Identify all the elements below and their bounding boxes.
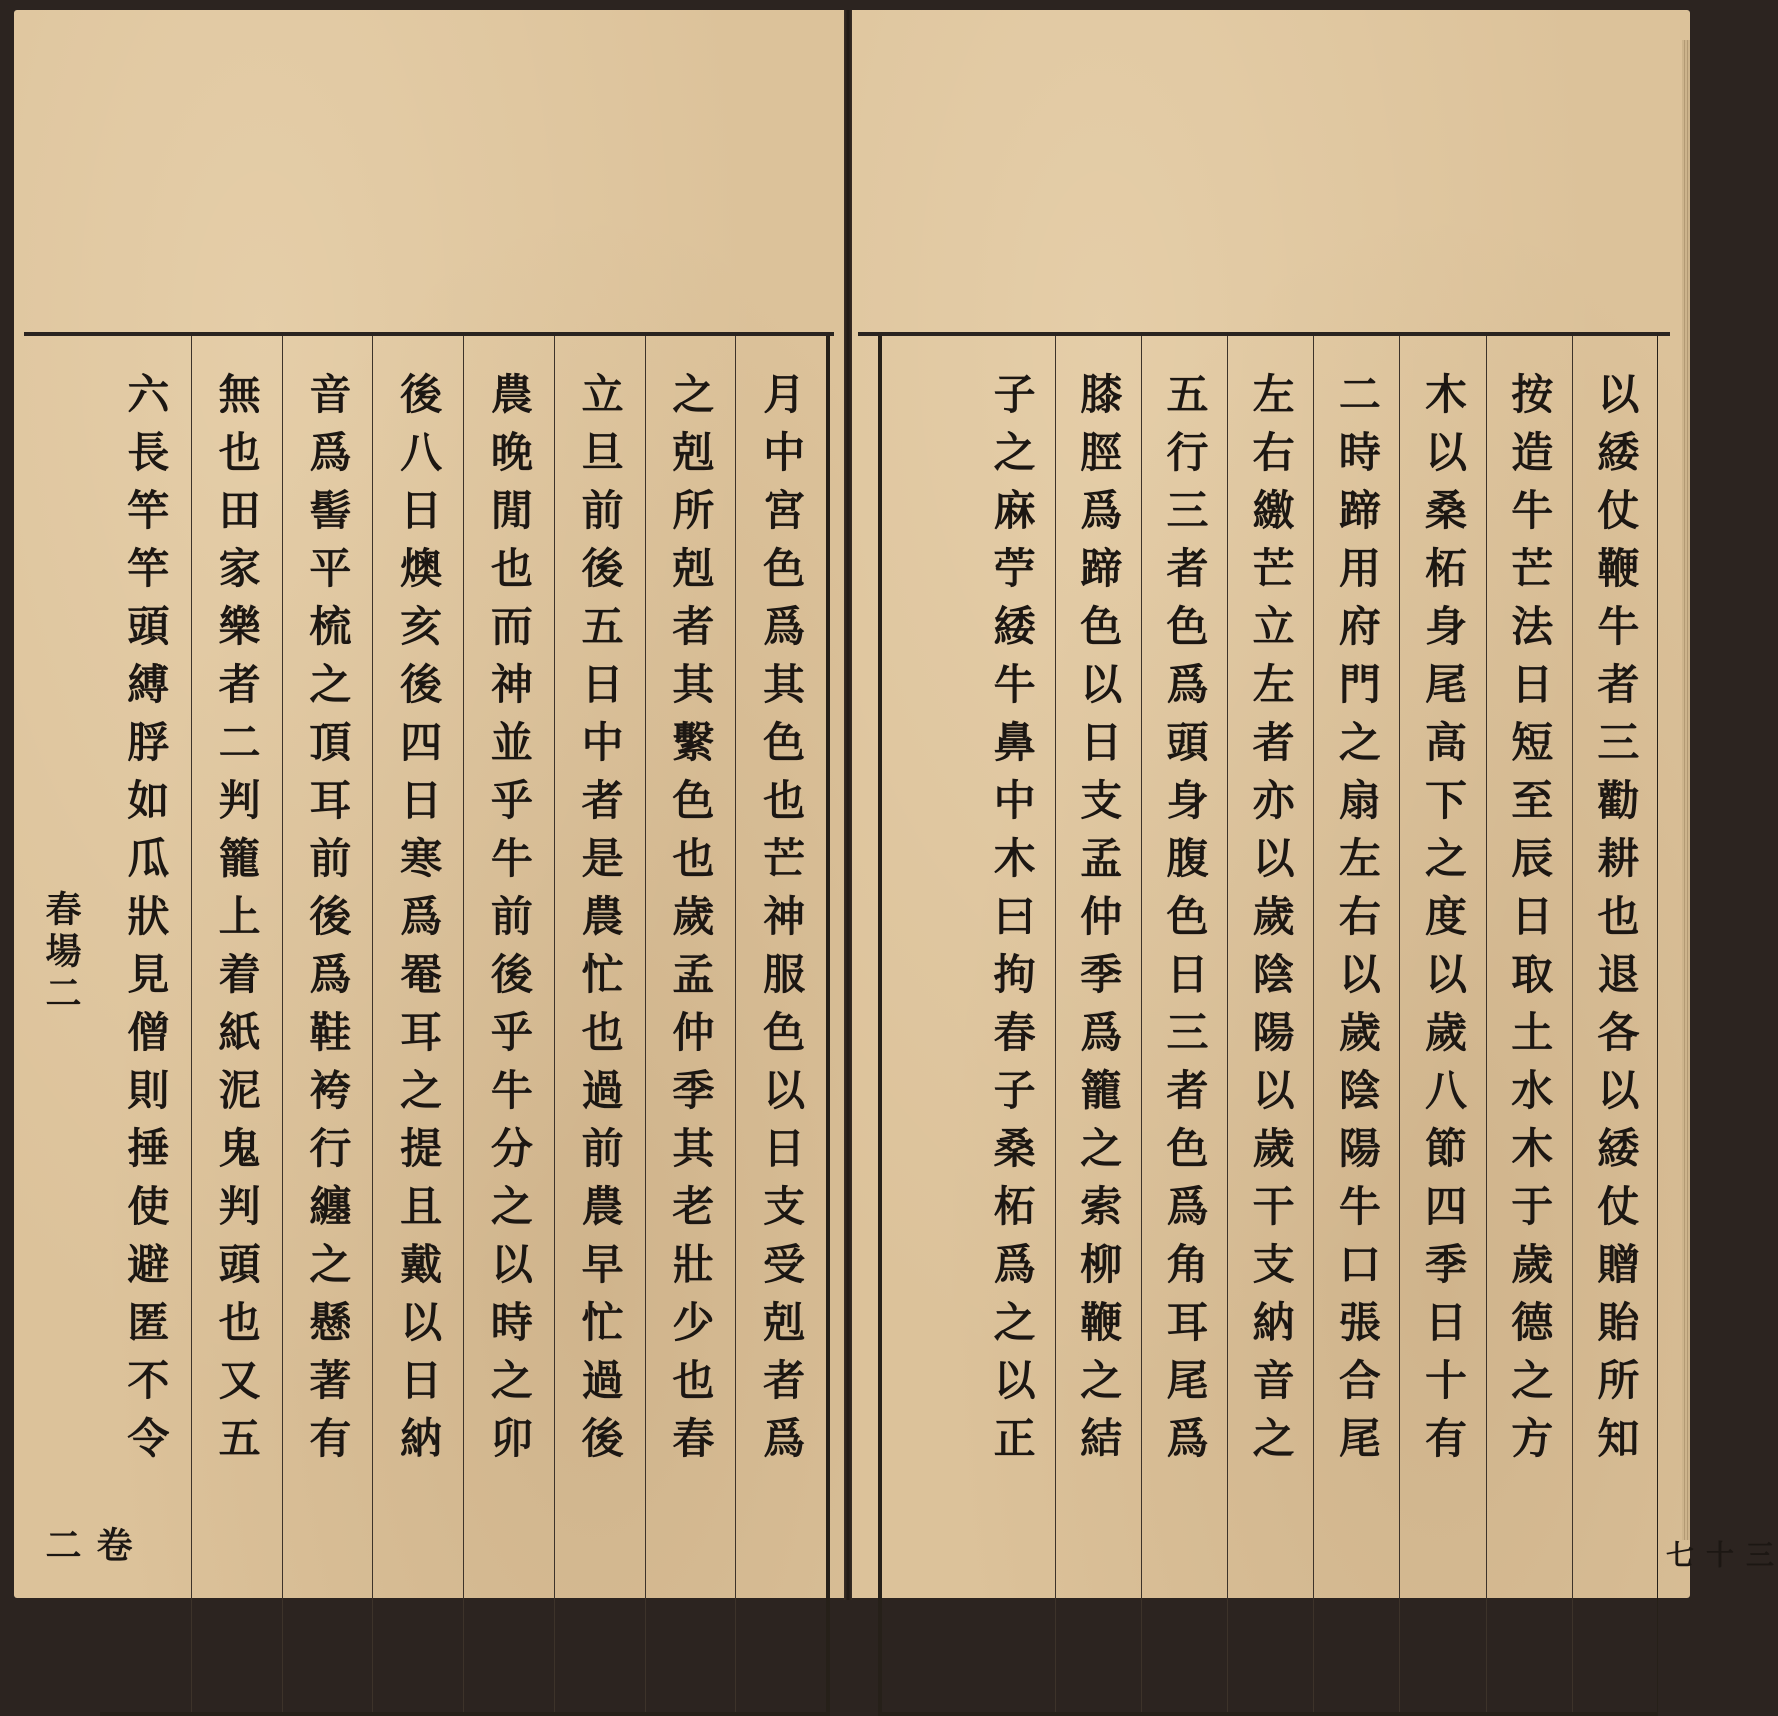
text-column bbox=[100, 336, 191, 1712]
text-column bbox=[1399, 336, 1485, 1712]
book-gutter bbox=[844, 10, 852, 1600]
column-text: 月中宮色爲其色也芒神服色以日支受剋者爲 bbox=[757, 372, 807, 1474]
column-text: 音爲髻平梳之頂耳前後爲鞋袴行纏之懸著有 bbox=[303, 372, 353, 1474]
column-text: 膝脛爲蹄色以日支孟仲季爲籠之索柳鞭之結 bbox=[1074, 372, 1124, 1474]
right-page bbox=[852, 10, 1775, 1598]
text-frame-right bbox=[878, 336, 1658, 1716]
open-book bbox=[14, 10, 1775, 1600]
text-column bbox=[1055, 336, 1141, 1712]
column-text: 二時蹄用府門之扇左右以歲陰陽牛口張合尾 bbox=[1332, 372, 1382, 1474]
text-frame-left bbox=[100, 336, 830, 1716]
text-column bbox=[1572, 336, 1658, 1712]
text-column bbox=[282, 336, 373, 1712]
left-page bbox=[14, 10, 844, 1598]
column-text: 農晚閒也而神並乎牛前後乎牛分之以時之卯 bbox=[484, 372, 534, 1474]
text-column bbox=[1141, 336, 1227, 1712]
column-text: 無也田家樂者二判籠上着紙泥鬼判頭也又五 bbox=[212, 372, 262, 1474]
page-edges bbox=[1682, 40, 1690, 1540]
column-group bbox=[100, 336, 826, 1712]
text-column bbox=[1227, 336, 1313, 1712]
text-column bbox=[554, 336, 645, 1712]
column-text: 子之麻苧緌牛鼻中木曰拘春子桑柘爲之以正 bbox=[987, 372, 1037, 1474]
column-text: 按造牛芒法日短至辰日取土水木于歲德之方 bbox=[1505, 372, 1555, 1474]
text-column bbox=[191, 336, 282, 1712]
column-text: 以緌仗鞭牛者三勸耕也退各以緌仗贈貽所知 bbox=[1591, 372, 1641, 1474]
margin-volume: 卷二 bbox=[40, 1526, 133, 1568]
column-text: 五行三者色爲頭身腹色日三者色爲角耳尾爲 bbox=[1160, 372, 1210, 1474]
column-text: 左右繳芒立左者亦以歲陰陽以歲干支納音之 bbox=[1246, 372, 1296, 1474]
text-column bbox=[463, 336, 554, 1712]
column-text: 木以桑柘身尾高下之度以歲八節四季日十有 bbox=[1419, 372, 1469, 1474]
text-column bbox=[1313, 336, 1399, 1712]
text-column bbox=[969, 336, 1055, 1712]
column-text: 之剋所剋者其繫色也歲孟仲季其老壯少也春 bbox=[666, 372, 716, 1474]
text-column bbox=[1486, 336, 1572, 1712]
page-number: 三十七 bbox=[1662, 1540, 1775, 1574]
text-column bbox=[372, 336, 463, 1712]
margin-title: 春場二 bbox=[40, 890, 82, 1016]
text-column bbox=[645, 336, 736, 1712]
column-text: 立旦前後五日中者是農忙也過前農早忙過後 bbox=[575, 372, 625, 1474]
column-text: 後八日燠亥後四日寒爲罨耳之提且戴以日納 bbox=[394, 372, 444, 1474]
column-group bbox=[882, 336, 1658, 1712]
text-column bbox=[735, 336, 826, 1712]
column-text: 六長竿竿頭縛脬如瓜狀見僧則捶使避匿不令 bbox=[121, 372, 171, 1474]
